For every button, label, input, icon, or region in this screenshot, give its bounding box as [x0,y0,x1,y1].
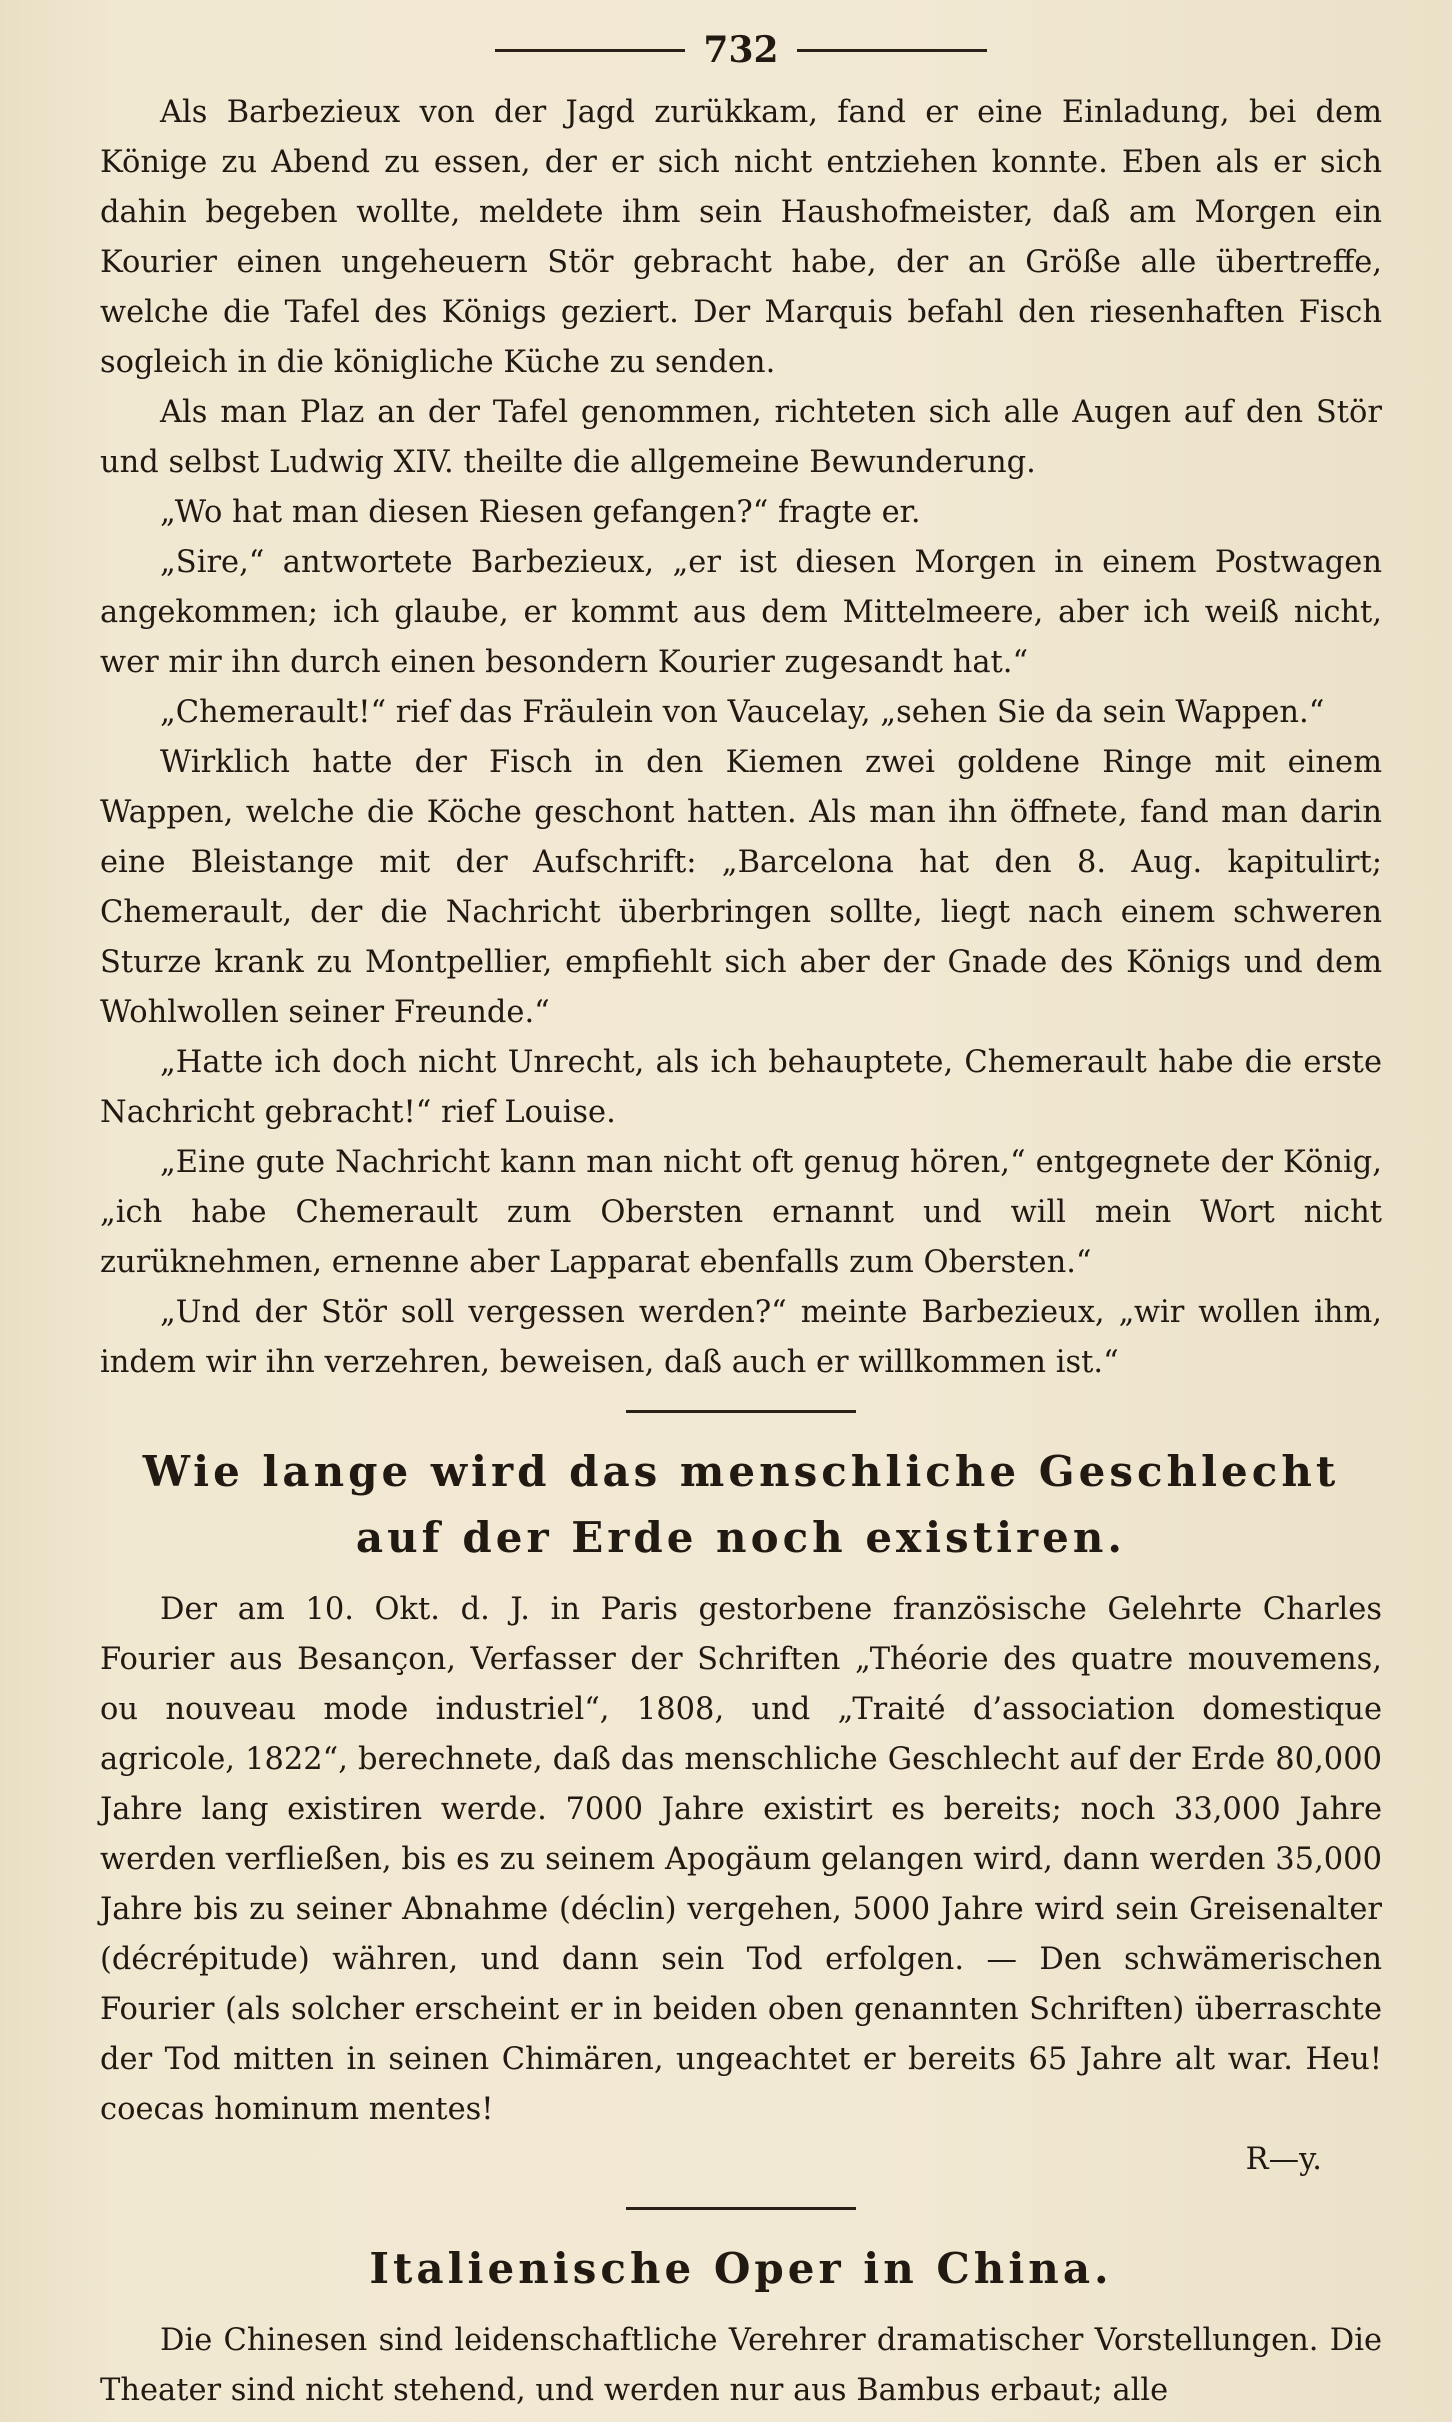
story-paragraph: „Chemerault!“ rief das Fräulein von Vaucelay, „sehen Sie da sein Wappen.“ [160,695,1325,730]
article-opera [100,2316,1382,2416]
story-paragraph: „Hatte ich doch nicht Unrecht, als ich behauptete, Chemerault habe die erste Nachricht gebracht!“ rief Louise. [100,1045,1382,1130]
section-divider [626,2207,856,2210]
story-paragraph: Wirklich hatte der Fisch in den Kiemen zwei goldene Ringe mit einem Wappen, welche die Köche geschont hatten. Als man ihn öffnete, fand man darin eine Bleistange mit der Aufschrift: „Barcelona hat den 8. Aug. kapitulirt; Chemerault, der die Nachricht überbringen sollte, liegt nach einem schweren Sturze krank zu Montpellier, empfiehlt sich aber der Gnade des Königs und dem Wohlwollen seiner Freunde.“ [100,745,1382,1030]
page-number: 732 [703,29,779,71]
page-header [100,20,1382,80]
story-paragraph: „Eine gute Nachricht kann man nicht oft genug hören,“ entgegnete der König, „ich habe Chemerault zum Obersten ernannt und will mein Wort nicht zurüknehmen, ernenne aber Lapparat ebenfalls zum Obersten.“ [100,1145,1382,1280]
article-heading-opera: Italienische Oper in China. [369,2244,1113,2293]
story-paragraph: Als man Plaz an der Tafel genommen, richteten sich alle Augen auf den Stör und selbst Ludwig XIV. theilte die allgemeine Bewunderung. [100,395,1382,480]
article-heading-fourier: Wie lange wird das menschliche Geschlecht auf der Erde noch existiren. [142,1447,1340,1562]
story-paragraph: Als Barbezieux von der Jagd zurükkam, fand er eine Einladung, bei dem Könige zu Abend zu essen, der er sich nicht entziehen konnte. Eben als er sich dahin begeben wollte, meldete ihm sein Haushofmeister, daß am Morgen ein Kourier einen ungeheuern Stör gebracht habe, der an Größe alle übertreffe, welche die Tafel des Königs geziert. Der Marquis befahl den riesenhaften Fisch sogleich in die königliche Küche zu senden. [100,95,1382,380]
header-rule-right [797,49,987,52]
article-fourier [100,1585,1382,2185]
author-signature: R—y. [1245,2142,1322,2177]
story-paragraph: „Sire,“ antwortete Barbezieux, „er ist diesen Morgen in einem Postwagen angekommen; ich glaube, er kommt aus dem Mittelmeere, aber ich weiß nicht, wer mir ihn durch einen besondern Kourier zugesandt hat.“ [100,545,1382,680]
article-opera-body: Die Chinesen sind leidenschaftliche Verehrer dramatischer Vorstellungen. Die Theater sind nicht stehend, und werden nur aus Bambus erbaut; alle [100,2323,1382,2408]
story-paragraph: „Wo hat man diesen Riesen gefangen?“ fragte er. [160,495,921,530]
story-section [100,88,1382,1388]
article-fourier-body: Der am 10. Okt. d. J. in Paris gestorbene französische Gelehrte Charles Fourier aus Besançon, Verfasser der Schriften „Théorie des quatre mouvemens, ou nouveau mode industriel“, 1808, und „Traité d’association domestique agricole, 1822“, berechnete, daß das menschliche Geschlecht auf der Erde 80,000 Jahre lang existiren werde. 7000 Jahre existirt es bereits; noch 33,000 Jahre werden verfließen, bis es zu seinem Apogäum gelangen wird, dann werden 35,000 Jahre bis zu seiner Abnahme (déclin) vergehen, 5000 Jahre wird sein Greisenalter (décrépitude) währen, und dann sein Tod erfolgen. — Den schwämerischen Fourier (als solcher erscheint er in beiden oben genannten Schriften) überraschte der Tod mitten in seinen Chimären, ungeachtet er bereits 65 Jahre alt war. Heu! coecas hominum mentes! [100,1592,1382,2127]
header-rule-left [495,49,685,52]
story-paragraph: „Und der Stör soll vergessen werden?“ meinte Barbezieux, „wir wollen ihm, indem wir ihn verzehren, beweisen, daß auch er willkommen ist.“ [100,1295,1382,1380]
section-divider [626,1410,856,1413]
